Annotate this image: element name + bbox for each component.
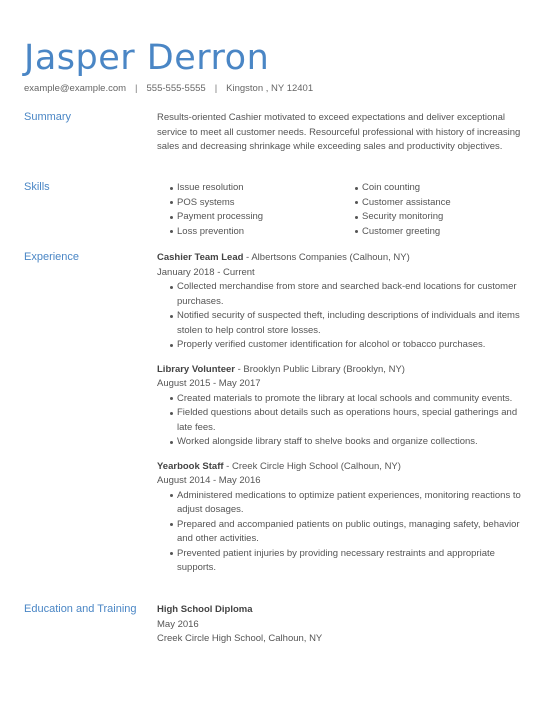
education-degree: High School Diploma bbox=[157, 604, 253, 615]
education-school: Creek Circle High School, Calhoun, NY bbox=[157, 633, 323, 644]
skills-body bbox=[157, 181, 527, 239]
summary-body bbox=[157, 111, 527, 155]
education-body bbox=[157, 603, 527, 647]
phone-text: 555-555-5555 bbox=[146, 83, 206, 94]
job-employer: - Brooklyn Public Library (Brooklyn, NY) bbox=[234, 363, 405, 375]
job-bullet: Notified security of suspected theft, including descriptions of individuals and items stolen to help control store losses. bbox=[157, 309, 527, 338]
summary-heading: Summary bbox=[24, 111, 72, 123]
experience-body bbox=[157, 251, 527, 586]
job-entry bbox=[157, 460, 527, 576]
education-date: May 2016 bbox=[157, 618, 199, 630]
job-entry bbox=[157, 363, 527, 450]
skill-item: Customer greeting bbox=[342, 225, 527, 240]
contact-line bbox=[24, 83, 313, 94]
job-bullet: Prepared and accompanied patients on public outings, managing safety, behavior and other activities. bbox=[157, 518, 527, 547]
contact-separator: | bbox=[214, 83, 218, 94]
skills-heading: Skills bbox=[24, 181, 50, 193]
job-bullet: Collected merchandise from store and searched back-end locations for customer purchases. bbox=[157, 280, 527, 309]
job-dates: January 2018 - Current bbox=[157, 266, 255, 278]
skill-item: Coin counting bbox=[342, 181, 527, 196]
job-header bbox=[157, 460, 527, 475]
skill-item: Loss prevention bbox=[157, 225, 342, 240]
job-header bbox=[157, 363, 527, 378]
summary-text: Results-oriented Cashier motivated to exceed expectations and deliver exceptional service to meet all customer needs. Resourceful professional with history of increasing sales and decreasing shrinkage while exceeding sales and productivity objectives. bbox=[157, 112, 521, 152]
skill-item: Customer assistance bbox=[342, 196, 527, 211]
job-bullet: Fielded questions about details such as operations hours, special gatherings and late fees. bbox=[157, 406, 527, 435]
location-text: Kingston , NY 12401 bbox=[226, 83, 314, 94]
job-bullet: Prevented patient injuries by providing necessary restraints and appropriate supports. bbox=[157, 547, 527, 576]
job-bullet: Administered medications to optimize patient experiences, monitoring reactions to adjust dosages. bbox=[157, 489, 527, 518]
job-header bbox=[157, 251, 527, 266]
job-bullet: Properly verified customer identification for alcohol or tobacco purchases. bbox=[157, 338, 527, 353]
email-text: example@example.com bbox=[24, 83, 127, 94]
experience-heading: Experience bbox=[24, 251, 80, 263]
skills-column-right bbox=[342, 181, 527, 239]
contact-separator: | bbox=[135, 83, 138, 94]
job-title: Cashier Team Lead bbox=[157, 252, 244, 263]
job-employer: - Creek Circle High School (Calhoun, NY) bbox=[223, 460, 401, 472]
skill-item: Security monitoring bbox=[342, 210, 527, 225]
education-heading: Education and Training bbox=[24, 603, 137, 615]
job-employer: - Albertsons Companies (Calhoun, NY) bbox=[243, 252, 410, 263]
job-entry bbox=[157, 251, 527, 353]
job-bullets bbox=[157, 280, 527, 353]
skills-grid bbox=[157, 181, 527, 239]
job-dates: August 2014 - May 2016 bbox=[157, 475, 261, 486]
skill-item: Issue resolution bbox=[157, 181, 342, 196]
job-bullets bbox=[157, 489, 527, 576]
skill-item: POS systems bbox=[157, 196, 342, 211]
job-title: Library Volunteer bbox=[157, 363, 235, 375]
job-bullets bbox=[157, 392, 527, 450]
job-dates: August 2015 - May 2017 bbox=[157, 378, 261, 389]
job-bullet: Created materials to promote the library at local schools and community events. bbox=[157, 392, 527, 407]
skill-item: Payment processing bbox=[157, 210, 342, 225]
skills-column-left bbox=[157, 181, 342, 239]
candidate-name: Jasper Derron bbox=[24, 38, 270, 78]
job-title: Yearbook Staff bbox=[157, 460, 224, 472]
job-bullet: Worked alongside library staff to shelve books and organize collections. bbox=[157, 435, 527, 450]
